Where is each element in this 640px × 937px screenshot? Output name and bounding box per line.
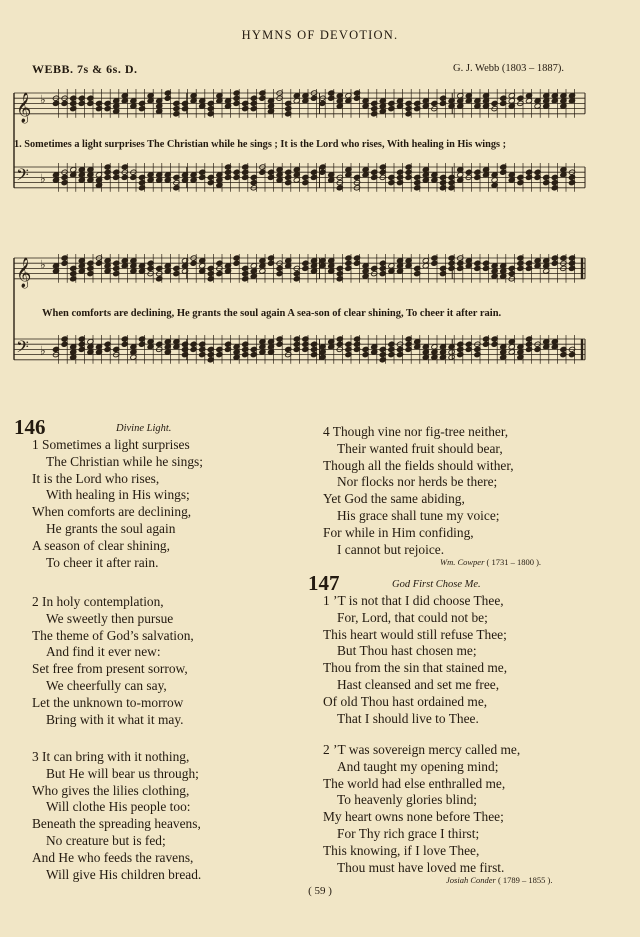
verse-line: Hast cleansed and set me free, <box>337 676 500 692</box>
bass-clef-icon: 𝄢 <box>16 336 29 361</box>
verse-line: Thou must have loved me first. <box>337 859 505 875</box>
verse-line: 3 It can bring with it nothing, <box>32 749 190 764</box>
lyrics-line-1: 1. Sometimes a light surprises The Christian while he sings ; It is the Lord who rises, With healing in His wings ; <box>14 139 507 150</box>
verse-line: Nor flocks nor herds be there; <box>337 474 498 490</box>
treble-clef-icon: 𝄞 <box>16 257 32 288</box>
verse-line: Yet God the same abiding, <box>323 491 465 507</box>
verse-line: Beneath the spreading heavens, <box>32 816 201 832</box>
verse-line: And He who feeds the ravens, <box>32 849 194 865</box>
tune-name: WEBB. 7s & 6s. D. <box>32 62 138 76</box>
verse-line: My heart owns none before Thee; <box>323 809 504 825</box>
verse-line: Will give His children bread. <box>46 866 202 882</box>
verse-line: And find it ever new: <box>46 644 161 660</box>
verse-line: 1 ’T is not that I did choose Thee, <box>323 593 504 608</box>
verse-line: With healing in His wings; <box>46 487 190 503</box>
verse-line: No creature but is fed; <box>46 832 166 848</box>
verse-line: Their wanted fruit should bear, <box>337 440 503 456</box>
verse-line: He grants the soul again <box>46 520 176 536</box>
lyrics-line-2: When comforts are declining, He grants the soul again A sea-son of clear shining, To cheer it after rain. <box>42 308 502 319</box>
flat-icon: ♭ <box>40 92 46 107</box>
hymn-146-verse-4 <box>323 424 514 558</box>
hymn-146-author: Wm. Cowper <box>440 557 485 567</box>
verse-line: Bring with it what it may. <box>46 711 184 727</box>
hymn-146-attribution <box>440 557 541 567</box>
hymn-147-verse-2 <box>323 742 520 876</box>
verse-line: The Christian while he sings; <box>46 453 203 469</box>
verse-line: 4 Though vine nor fig-tree neither, <box>323 424 509 439</box>
verse-line: A season of clear shining, <box>32 537 170 553</box>
hymn-146-verse-3 <box>32 749 201 883</box>
verse-line: Will clothe His people too: <box>46 799 191 815</box>
verse-line: His grace shall tune my voice; <box>337 507 500 523</box>
hymn-146-title: Divine Light. <box>116 423 172 434</box>
verse-line: I cannot but rejoice. <box>337 541 445 557</box>
hymn-146-verse-1 <box>32 437 203 571</box>
verse-line: Who gives the lilies clothing, <box>32 782 190 798</box>
hymn-147-number: 147 <box>308 571 340 595</box>
verse-line: Though all the fields should wither, <box>323 457 514 473</box>
flat-icon: ♭ <box>40 171 46 186</box>
verse-line: Of old Thou hast ordained me, <box>323 693 488 709</box>
hymn-147-dates: ( 1789 – 1855 ). <box>497 875 553 885</box>
verse-line: 2 In holy contemplation, <box>32 594 164 609</box>
verse-line: Set free from present sorrow, <box>32 661 188 677</box>
page-number: ( 59 ) <box>308 885 332 897</box>
verse-line: To heavenly glories blind; <box>337 792 478 808</box>
verse-line: This knowing, if I love Thee, <box>323 842 480 858</box>
verse-line: That I should live to Thee. <box>337 710 479 726</box>
verse-line: The theme of God’s salvation, <box>32 627 194 643</box>
verse-line: Let the unknown to-morrow <box>32 694 184 710</box>
page-header: HYMNS OF DEVOTION. <box>241 28 399 42</box>
verse-line: 2 ’T was sovereign mercy called me, <box>323 742 521 757</box>
verse-line: For while in Him confiding, <box>323 524 474 540</box>
verse-line: But He will bear us through; <box>46 765 199 781</box>
music-score <box>0 0 640 400</box>
verse-line: This heart would still refuse Thee; <box>323 626 507 642</box>
verse-line: When comforts are declining, <box>32 504 192 520</box>
verse-line: We cheerfully can say, <box>46 677 167 693</box>
hymn-146-verse-2 <box>32 594 194 728</box>
verse-line: The world had else enthralled me, <box>323 775 506 791</box>
verse-line: For Thy rich grace I thirst; <box>337 825 480 841</box>
verse-line: It is the Lord who rises, <box>32 470 160 486</box>
hymn-147-title: God First Chose Me. <box>392 579 481 590</box>
flat-icon: ♭ <box>40 343 46 358</box>
verse-line: 1 Sometimes a light surprises <box>32 437 190 452</box>
hymn-147-author: Josiah Conder <box>446 875 496 885</box>
verse-line: For, Lord, that could not be; <box>337 609 488 625</box>
tune-composer: G. J. Webb (1803 – 1887). <box>453 63 564 74</box>
hymn-147-attribution <box>446 875 553 885</box>
treble-clef-icon: 𝄞 <box>16 92 32 123</box>
flat-icon: ♭ <box>40 257 46 272</box>
verse-line: But Thou hast chosen me; <box>337 643 477 659</box>
hymn-147-verse-1 <box>323 593 507 727</box>
verse-line: And taught my opening mind; <box>337 758 499 774</box>
hymn-146-dates: ( 1731 – 1800 ). <box>486 557 542 567</box>
hymn-146-number: 146 <box>14 415 46 439</box>
bass-clef-icon: 𝄢 <box>16 164 29 189</box>
verse-line: We sweetly then pursue <box>46 610 174 626</box>
verse-line: Thou from the sin that stained me, <box>323 660 508 676</box>
verse-line: To cheer it after rain. <box>46 554 159 570</box>
